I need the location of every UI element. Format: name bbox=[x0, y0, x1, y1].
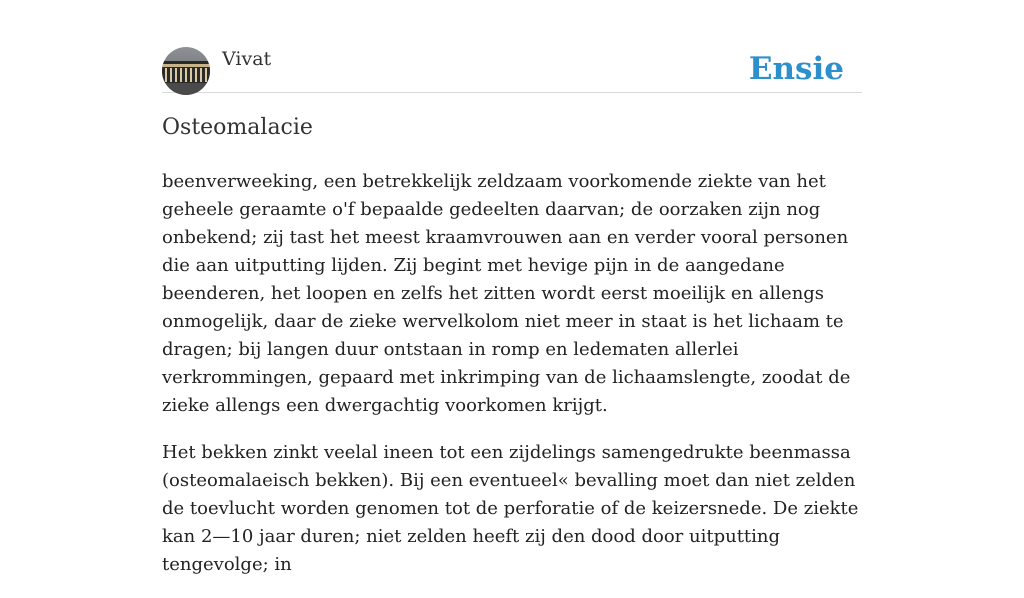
author-avatar[interactable] bbox=[162, 47, 210, 95]
article-body bbox=[162, 168, 864, 598]
avatar-image bbox=[162, 47, 210, 95]
author-name[interactable]: Vivat bbox=[222, 48, 272, 70]
article-title: Osteomalacie bbox=[162, 115, 313, 140]
header bbox=[162, 46, 862, 93]
brand-logo[interactable]: Ensie bbox=[748, 51, 844, 87]
article-paragraph: Het bekken zinkt veelal ineen tot een zijdelings samengedrukte beenmassa (osteomalaeisch bekken). Bij een eventueel« bevalling moet dan niet zelden de toevlucht worden genomen tot de perforatie of de keizersnede. De ziekte kan 2—10 jaar duren; niet zelden heeft zij den dood door uitputting tengevolge; in bbox=[162, 442, 859, 575]
article-paragraph: beenverweeking, een betrekkelijk zeldzaam voorkomende ziekte van het geheele geraamte o'f bepaalde gedeelten daarvan; de oorzaken zijn nog onbekend; zij tast het meest kraamvrouwen aan en verder vooral personen die aan uitputting lijden. Zij begint met hevige pijn in de aangedane beenderen, het loopen en zelfs het zitten wordt eerst moeilijk en allengs onmogelijk, daar de zieke wervelkolom niet meer in staat is het lichaam te dragen; bij langen duur ontstaan in romp en ledematen allerlei verkrommingen, gepaard met inkrimping van de lichaamslengte, zoodat de zieke allengs een dwergachtig voorkomen krijgt. bbox=[162, 171, 851, 416]
